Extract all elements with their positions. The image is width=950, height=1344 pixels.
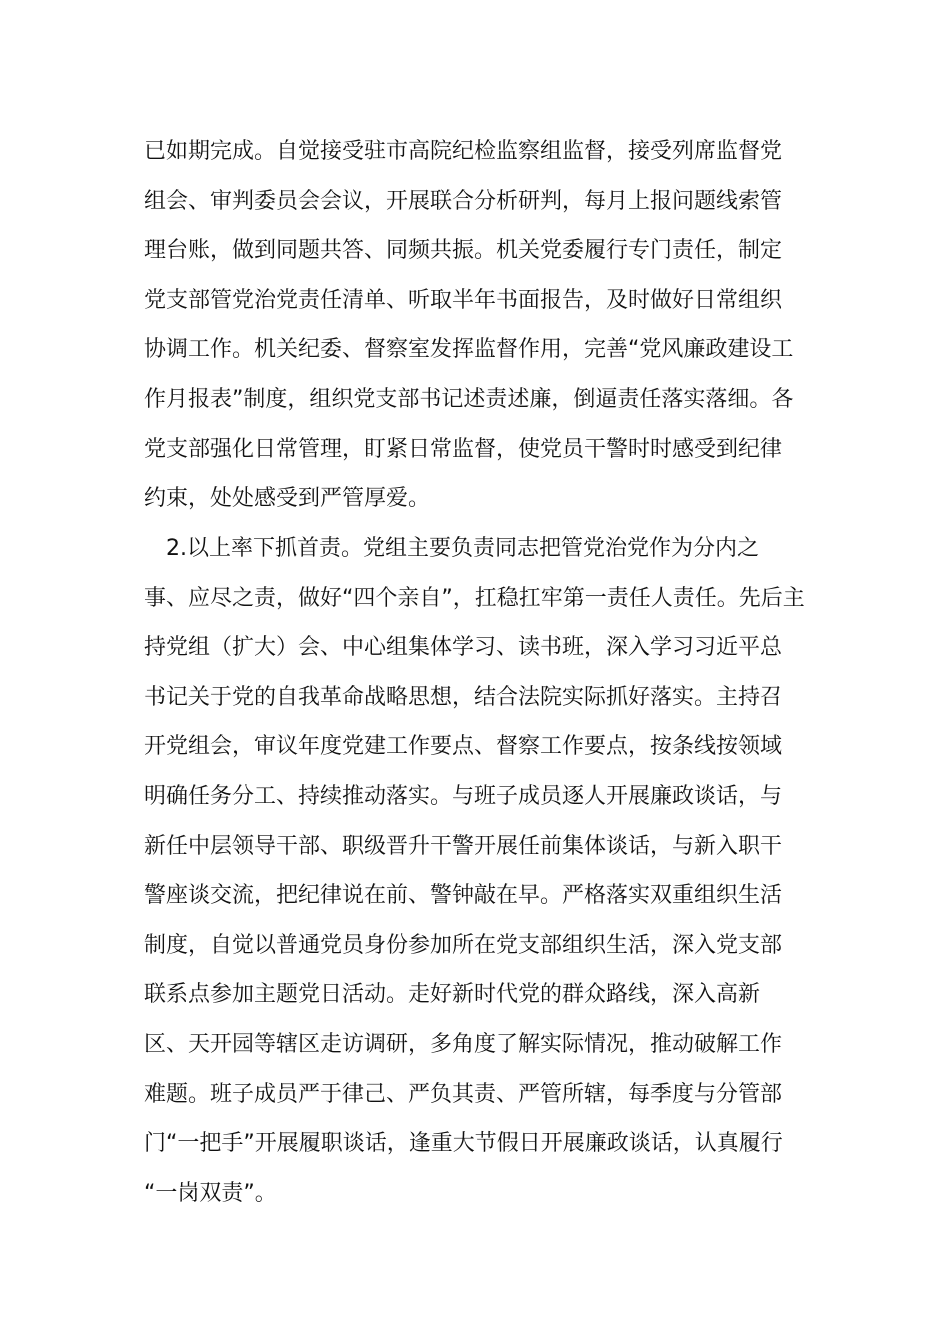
paragraph-1 bbox=[144, 127, 808, 524]
paragraph-2-line: “一岗双责”。 bbox=[144, 1180, 277, 1206]
paragraph-2-line: 难题。班子成员严于律己、严负其责、严管所辖，每季度与分管部 bbox=[144, 1081, 783, 1107]
paragraph-1-line: 作月报表”制度，组织党支部书记述责述廉，倒逼责任落实落细。各 bbox=[144, 386, 794, 412]
paragraph-2-line: 开党组会，审议年度党建工作要点、督察工作要点，按条线按领域 bbox=[144, 734, 783, 760]
paragraph-2-line: 门“一把手”开展履职谈话，逢重大节假日开展廉政谈话，认真履行 bbox=[144, 1131, 783, 1157]
paragraph-2-line: 2.以上率下抓首责。党组主要负责同志把管党治党作为分内之 bbox=[144, 536, 759, 561]
paragraph-2-line: 区、天开园等辖区走访调研，多角度了解实际情况，推动破解工作 bbox=[144, 1031, 783, 1057]
paragraph-1-line: 组会、审判委员会会议，开展联合分析研判，每月上报问题线索管 bbox=[144, 188, 783, 214]
paragraph-2-line: 新任中层领导干部、职级晋升干警开展任前集体谈话，与新入职干 bbox=[144, 833, 783, 859]
paragraph-1-line: 已如期完成。自觉接受驻市高院纪检监察组监督，接受列席监督党 bbox=[144, 139, 783, 164]
paragraph-2-line: 明确任务分工、持续推动落实。与班子成员逐人开展廉政谈话，与 bbox=[144, 783, 783, 809]
paragraph-1-line: 理台账，做到同题共答、同频共振。机关党委履行专门责任，制定 bbox=[144, 238, 783, 264]
paragraph-2-line: 联系点参加主题党日活动。走好新时代党的群众路线，深入高新 bbox=[144, 982, 761, 1008]
paragraph-1-line: 党支部管党治党责任清单、听取半年书面报告，及时做好日常组织 bbox=[144, 287, 783, 313]
paragraph-2-line: 警座谈交流，把纪律说在前、警钟敲在早。严格落实双重组织生活 bbox=[144, 883, 783, 909]
paragraph-2-line: 制度，自觉以普通党员身份参加所在党支部组织生活，深入党支部 bbox=[144, 932, 783, 958]
paragraph-2-line: 书记关于党的自我革命战略思想，结合法院实际抓好落实。主持召 bbox=[144, 684, 783, 710]
paragraph-2 bbox=[144, 524, 808, 1218]
paragraph-2-line: 事、应尽之责，做好“四个亲自”，扛稳扛牢第一责任人责任。先后主 bbox=[144, 585, 805, 611]
paragraph-2-line: 持党组（扩大）会、中心组集体学习、读书班，深入学习习近平总 bbox=[144, 635, 783, 661]
paragraph-1-line: 协调工作。机关纪委、督察室发挥监督作用，完善“党风廉政建设工 bbox=[144, 337, 794, 363]
paragraph-1-line: 党支部强化日常管理，盯紧日常监督，使党员干警时时感受到纪律 bbox=[144, 436, 783, 462]
paragraph-1-line: 约束，处处感受到严管厚爱。 bbox=[144, 486, 431, 512]
